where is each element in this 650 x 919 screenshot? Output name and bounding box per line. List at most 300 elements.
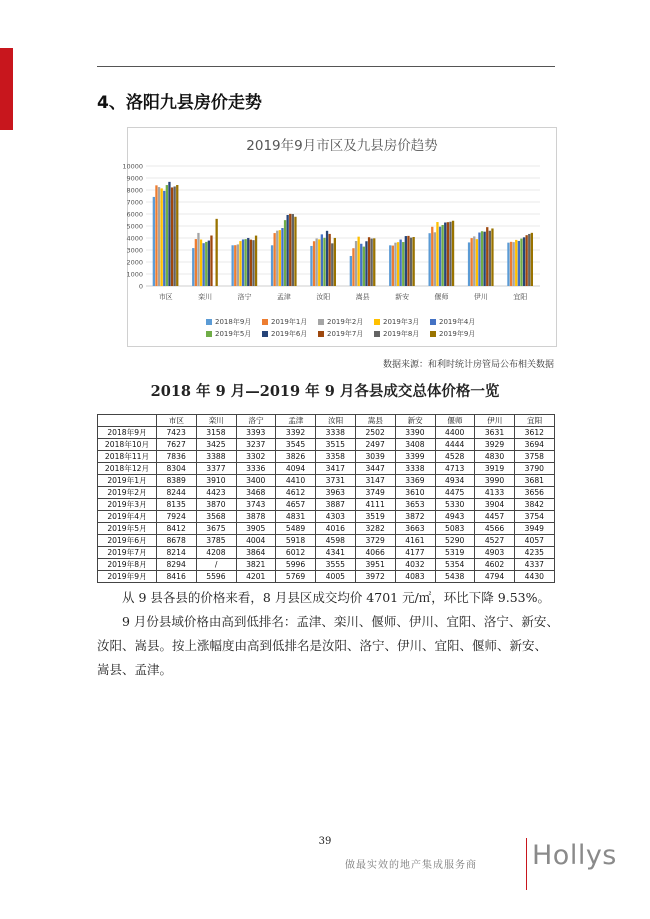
legend-label: 2019年3月 (383, 318, 420, 326)
bar (431, 227, 433, 286)
legend-item (430, 316, 486, 328)
bar (363, 247, 365, 286)
y-tick-label: 4000 (126, 234, 143, 243)
bar (413, 237, 415, 286)
table-cell: 3653 (395, 499, 435, 511)
table-cell: 5330 (435, 499, 475, 511)
row-label-cell: 2018年9月 (98, 427, 157, 439)
table-cell: 8244 (157, 487, 197, 499)
legend-swatch (262, 331, 268, 337)
table-cell: 4943 (435, 511, 475, 523)
table-row (98, 559, 555, 571)
table-cell: 4201 (236, 571, 276, 583)
bar (531, 233, 533, 286)
table-cell: 3336 (236, 463, 276, 475)
table-title: 2018 年 9 月—2019 年 9 月各县成交总体价格一览 (150, 383, 500, 400)
bar (318, 239, 320, 286)
bar (513, 242, 515, 286)
table-cell: 3949 (515, 523, 555, 535)
table-cell: 4713 (435, 463, 475, 475)
bar (200, 240, 202, 286)
x-tick-label: 汝阳 (316, 293, 331, 301)
x-tick-label: 偃师 (434, 293, 449, 301)
bar (373, 238, 375, 286)
chart-legend (206, 316, 496, 340)
table-cell: 5354 (435, 559, 475, 571)
bar (473, 236, 475, 286)
price-trend-chart (122, 127, 557, 347)
table-cell: 3610 (395, 487, 435, 499)
bar (192, 248, 194, 286)
bar (360, 244, 362, 286)
bar (176, 185, 178, 286)
bar (208, 241, 210, 286)
table-cell: 3612 (515, 427, 555, 439)
table-cell: 3377 (196, 463, 236, 475)
source-note: 数据来源：和利时统计房管局公布相关数据 (382, 360, 554, 370)
legend-label: 2018年9月 (215, 318, 252, 326)
table-header-cell: 宜阳 (515, 415, 555, 427)
bar (313, 241, 315, 286)
table-cell: 5290 (435, 535, 475, 547)
y-tick-label: 6000 (126, 210, 143, 219)
bar (397, 242, 399, 286)
table-cell: 3390 (395, 427, 435, 439)
bar (358, 237, 360, 286)
bar (352, 248, 354, 286)
table-cell: 4057 (515, 535, 555, 547)
table-header-cell: 嵩县 (355, 415, 395, 427)
table-row (98, 571, 555, 583)
bar (400, 240, 402, 286)
table-cell: 3358 (316, 451, 356, 463)
bar (171, 187, 173, 286)
bar (329, 234, 331, 286)
bar (392, 246, 394, 286)
table-cell: 3400 (236, 475, 276, 487)
legend-swatch (374, 331, 380, 337)
bar (289, 214, 291, 286)
bar (203, 243, 205, 286)
table-cell: 4177 (395, 547, 435, 559)
table-cell: 5083 (435, 523, 475, 535)
bar (405, 236, 407, 286)
bar (434, 232, 436, 286)
table-cell: 4528 (435, 451, 475, 463)
table-cell: 4794 (475, 571, 515, 583)
table-cell: 3972 (355, 571, 395, 583)
bar (489, 231, 491, 286)
table-cell: 4831 (276, 511, 316, 523)
row-label-cell: 2018年11月 (98, 451, 157, 463)
legend-swatch (318, 319, 324, 325)
table-cell: 3785 (196, 535, 236, 547)
legend-label: 2019年9月 (439, 330, 476, 338)
legend-item (262, 316, 318, 328)
legend-label: 2019年5月 (215, 330, 252, 338)
bar (468, 242, 470, 286)
y-tick-label: 3000 (126, 246, 143, 255)
table-cell: 4005 (316, 571, 356, 583)
bar (279, 230, 281, 286)
x-tick-label: 伊川 (473, 293, 488, 301)
bar (368, 237, 370, 286)
table-cell: 3237 (236, 439, 276, 451)
row-label-cell: 2019年1月 (98, 475, 157, 487)
bar (239, 241, 241, 286)
table-cell: 4111 (355, 499, 395, 511)
table-cell: 3369 (395, 475, 435, 487)
bar (510, 242, 512, 286)
bar (365, 241, 367, 286)
table-header-cell (98, 415, 157, 427)
legend-swatch (206, 319, 212, 325)
row-label-cell: 2019年5月 (98, 523, 157, 535)
bar (237, 244, 239, 286)
table-cell: 3990 (475, 475, 515, 487)
table-cell: 4527 (475, 535, 515, 547)
bar (410, 238, 412, 286)
table-cell: 5596 (196, 571, 236, 583)
x-tick-label: 嵩县 (355, 293, 370, 301)
legend-swatch (318, 331, 324, 337)
table-cell: 7627 (157, 439, 197, 451)
bar (334, 238, 336, 286)
bar (292, 214, 294, 286)
table-header-cell: 孟津 (276, 415, 316, 427)
header-rule (97, 66, 555, 67)
hollys-logo: Hollys (532, 840, 617, 871)
table-cell: 3158 (196, 427, 236, 439)
paragraph-avg-price: 从 9 县各县的价格来看，8 月县区成交均价 4701 元/㎡，环比下降 9.53%。 (122, 590, 550, 605)
table-cell: 8304 (157, 463, 197, 475)
bar (250, 240, 252, 286)
x-tick-label: 洛宁 (237, 293, 252, 301)
legend-swatch (430, 319, 436, 325)
table-cell: 3919 (475, 463, 515, 475)
table-cell: 3864 (236, 547, 276, 559)
table-cell: 4903 (475, 547, 515, 559)
bar (402, 242, 404, 286)
table-header-cell: 偃师 (435, 415, 475, 427)
bar (520, 239, 522, 286)
table-cell: 4303 (316, 511, 356, 523)
bar (281, 228, 283, 286)
table-row (98, 439, 555, 451)
bar (449, 222, 451, 286)
bar (247, 238, 249, 286)
table-cell: 4235 (515, 547, 555, 559)
table-cell: 3631 (475, 427, 515, 439)
table-cell: 3408 (395, 439, 435, 451)
legend-label: 2019年2月 (327, 318, 364, 326)
table-cell: 3555 (316, 559, 356, 571)
table-cell: 3515 (316, 439, 356, 451)
x-tick-label: 市区 (158, 293, 173, 301)
legend-swatch (374, 319, 380, 325)
bar (310, 246, 312, 286)
legend-item (318, 328, 374, 340)
bar (452, 221, 454, 286)
table-header-cell: 伊川 (475, 415, 515, 427)
table-cell: 3447 (355, 463, 395, 475)
legend-swatch (430, 331, 436, 337)
y-tick-label: 7000 (126, 198, 143, 207)
chart-svg (122, 128, 556, 346)
row-label-cell: 2018年10月 (98, 439, 157, 451)
table-cell: 3821 (236, 559, 276, 571)
y-tick-label: 5000 (126, 222, 143, 231)
y-tick-label: 0 (138, 282, 143, 291)
bar (429, 233, 431, 286)
table-row (98, 487, 555, 499)
table-cell: 5918 (276, 535, 316, 547)
bar (216, 219, 218, 286)
bar (205, 242, 207, 286)
table-cell: 4457 (475, 511, 515, 523)
table-cell: 4341 (316, 547, 356, 559)
table-header-cell: 新安 (395, 415, 435, 427)
bar (486, 227, 488, 286)
bar (158, 187, 160, 286)
table-cell: 3425 (196, 439, 236, 451)
table-row (98, 523, 555, 535)
bar (442, 225, 444, 286)
table-row (98, 451, 555, 463)
table-cell: 4423 (196, 487, 236, 499)
table-cell: 3282 (355, 523, 395, 535)
table-cell: 4161 (395, 535, 435, 547)
legend-item (206, 328, 262, 340)
bar (155, 185, 157, 286)
table-cell: 4004 (236, 535, 276, 547)
y-tick-label: 9000 (126, 174, 143, 183)
table-cell: 3731 (316, 475, 356, 487)
bar (518, 241, 520, 286)
bar (471, 238, 473, 286)
bar (163, 191, 165, 286)
bar (350, 256, 352, 286)
table-row (98, 499, 555, 511)
table-cell: 3790 (515, 463, 555, 475)
table-cell: 4066 (355, 547, 395, 559)
bar (252, 240, 254, 286)
table-cell: 3904 (475, 499, 515, 511)
bar (287, 215, 289, 286)
table-cell: 3519 (355, 511, 395, 523)
table-row (98, 511, 555, 523)
bar (245, 239, 247, 286)
table-cell: 6012 (276, 547, 316, 559)
accent-bar (0, 48, 13, 130)
legend-label: 2019年7月 (327, 330, 364, 338)
table-cell: 5438 (435, 571, 475, 583)
table-cell: 8294 (157, 559, 197, 571)
table-cell: 4657 (276, 499, 316, 511)
table-cell: 8412 (157, 523, 197, 535)
table-cell: 7924 (157, 511, 197, 523)
table-cell: 3729 (355, 535, 395, 547)
bar (274, 233, 276, 286)
table-cell: 3147 (355, 475, 395, 487)
table-cell: 3743 (236, 499, 276, 511)
row-label-cell: 2018年12月 (98, 463, 157, 475)
table-cell: 4566 (475, 523, 515, 535)
row-label-cell: 2019年3月 (98, 499, 157, 511)
legend-item (318, 316, 374, 328)
bar (153, 197, 155, 286)
table-cell: 5996 (276, 559, 316, 571)
table-cell: 3872 (395, 511, 435, 523)
page-number: 39 (318, 836, 332, 847)
row-label-cell: 2019年9月 (98, 571, 157, 583)
bar (526, 235, 528, 286)
bar (323, 238, 325, 286)
table-cell: 3675 (196, 523, 236, 535)
bar (234, 245, 236, 286)
x-tick-label: 宜阳 (513, 293, 528, 301)
table-cell: 4133 (475, 487, 515, 499)
table-cell: 3887 (316, 499, 356, 511)
bar (174, 186, 176, 286)
legend-item (262, 328, 318, 340)
bar (444, 223, 446, 286)
paragraph-ranking: 9 月份县域价格由高到低排名：孟津、栾川、偃师、伊川、宜阳、洛宁、新安、汝阳、嵩县。按上涨幅度由高到低排名是汝阳、洛宁、伊川、宜阳、偃师、新安、嵩县、孟津。 (97, 614, 559, 677)
table-cell: 3842 (515, 499, 555, 511)
y-tick-label: 8000 (126, 186, 143, 195)
legend-item (374, 328, 430, 340)
table-cell: 3302 (236, 451, 276, 463)
bar (371, 239, 373, 286)
table-cell: 4602 (475, 559, 515, 571)
legend-label: 2019年8月 (383, 330, 420, 338)
bar (478, 233, 480, 286)
table-cell: 4934 (435, 475, 475, 487)
legend-label: 2019年1月 (271, 318, 308, 326)
chart-title: 2019年9月市区及九县房价趋势 (246, 138, 438, 154)
x-tick-label: 栾川 (198, 293, 213, 301)
table-cell: 4410 (276, 475, 316, 487)
table-cell: 3663 (395, 523, 435, 535)
bar (528, 234, 530, 286)
table-row (98, 535, 555, 547)
table-cell: 4208 (196, 547, 236, 559)
table-row (98, 427, 555, 439)
table-cell: 8416 (157, 571, 197, 583)
bar (197, 233, 199, 286)
table-cell: 3878 (236, 511, 276, 523)
table-cell: 5769 (276, 571, 316, 583)
bar (210, 236, 212, 286)
table-cell: 4337 (515, 559, 555, 571)
row-label-cell: 2019年6月 (98, 535, 157, 547)
bar (407, 236, 409, 286)
bar (232, 245, 234, 286)
table-cell: 3393 (236, 427, 276, 439)
bar (195, 239, 197, 286)
table-cell: 3951 (355, 559, 395, 571)
bar (439, 227, 441, 286)
table-header-cell: 市区 (157, 415, 197, 427)
table-cell: 3417 (316, 463, 356, 475)
legend-swatch (262, 319, 268, 325)
bar (161, 188, 163, 286)
table-cell: 4612 (276, 487, 316, 499)
y-tick-label: 2000 (126, 258, 143, 267)
bar (447, 222, 449, 286)
table-row (98, 475, 555, 487)
bar (276, 231, 278, 286)
table-header-cell: 栾川 (196, 415, 236, 427)
y-tick-label: 10000 (122, 162, 143, 171)
x-tick-label: 孟津 (276, 293, 291, 301)
row-label-cell: 2019年7月 (98, 547, 157, 559)
table-cell: 8214 (157, 547, 197, 559)
row-label-cell: 2019年4月 (98, 511, 157, 523)
table-cell: 4083 (395, 571, 435, 583)
table-cell: 3399 (395, 451, 435, 463)
bar (294, 217, 296, 286)
legend-item (206, 316, 262, 328)
bar (242, 239, 244, 286)
table-cell: 4830 (475, 451, 515, 463)
table-cell: 3388 (196, 451, 236, 463)
table-header-cell: 汝阳 (316, 415, 356, 427)
legend-item (374, 316, 430, 328)
table-cell: 4094 (276, 463, 316, 475)
table-cell: 8389 (157, 475, 197, 487)
bar (331, 243, 333, 286)
table-cell: 3758 (515, 451, 555, 463)
bar (515, 240, 517, 286)
table-cell: 3963 (316, 487, 356, 499)
bar (284, 220, 286, 286)
bar (507, 243, 509, 286)
table-cell: 3910 (196, 475, 236, 487)
row-label-cell: 2019年8月 (98, 559, 157, 571)
legend-swatch (206, 331, 212, 337)
table-row (98, 463, 555, 475)
table-cell: 3568 (196, 511, 236, 523)
x-tick-label: 新安 (395, 293, 410, 301)
table-cell: 4032 (395, 559, 435, 571)
legend-label: 2019年6月 (271, 330, 308, 338)
bar (321, 234, 323, 286)
y-tick-label: 1000 (126, 270, 143, 279)
table-cell: 3338 (316, 427, 356, 439)
table-cell: 3905 (236, 523, 276, 535)
bar (389, 245, 391, 286)
table-cell: 7423 (157, 427, 197, 439)
table-cell: 4475 (435, 487, 475, 499)
table-cell: 3338 (395, 463, 435, 475)
bar (316, 238, 318, 286)
table-cell: 2497 (355, 439, 395, 451)
table-cell: 8135 (157, 499, 197, 511)
table-cell: 3545 (276, 439, 316, 451)
table-header-row (98, 415, 555, 427)
table-cell: 4598 (316, 535, 356, 547)
bar (484, 232, 486, 286)
table-cell: 3468 (236, 487, 276, 499)
table-cell: 3754 (515, 511, 555, 523)
bar (476, 239, 478, 286)
table-cell: 3039 (355, 451, 395, 463)
table-row (98, 547, 555, 559)
bar (436, 222, 438, 286)
table-cell: 4400 (435, 427, 475, 439)
bar (168, 182, 170, 286)
